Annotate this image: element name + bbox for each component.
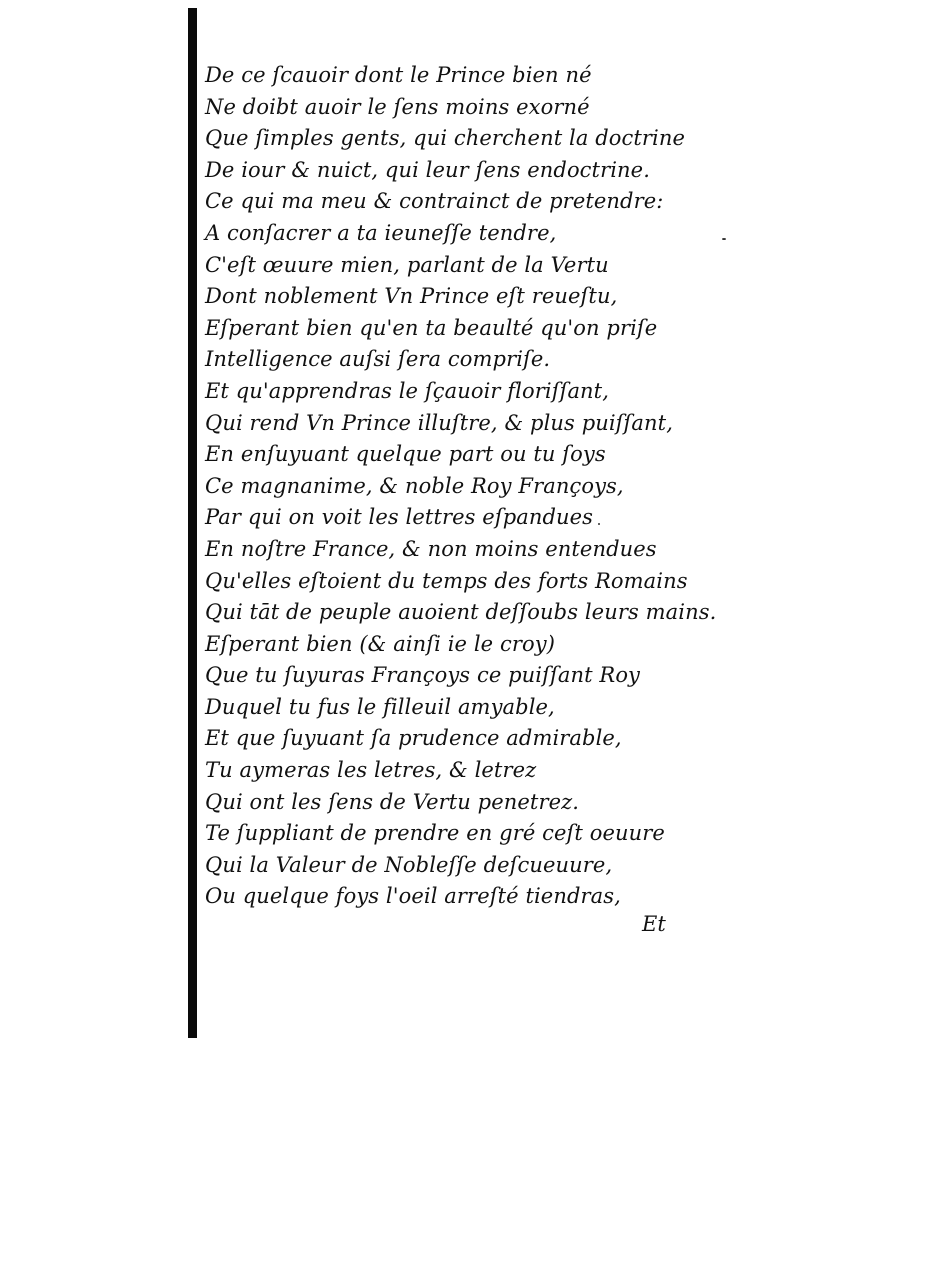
verse-line: Que ſimples gents, qui cherchent la doctrine xyxy=(205,126,686,151)
catchword: Et xyxy=(642,912,666,936)
verse-line: Qui ont les ſens de Vertu penetrez. xyxy=(205,789,580,814)
verse-line: Intelligence auſsi ſera compriſe. xyxy=(205,347,551,372)
verse-line: Ne doibt auoir le ſens moins exorné xyxy=(205,94,590,119)
verse-line: Qu'elles eſtoient du temps des forts Romains xyxy=(205,568,688,593)
ink-speck xyxy=(598,523,600,525)
verse-line: Duquel tu fus le filleuil amyable, xyxy=(205,694,555,719)
verse-line: Ce qui ma meu & contrainct de pretendre: xyxy=(205,189,664,214)
verse-line: Qui rend Vn Prince illuſtre, & plus puiſſant, xyxy=(205,410,673,435)
verse-line: Et que ſuyuant ſa prudence admirable, xyxy=(205,726,622,751)
verse-line: Eſperant bien qu'en ta beaulté qu'on priſe xyxy=(205,315,658,340)
verse-line: En enſuyuant quelque part ou tu ſoys xyxy=(205,442,606,467)
verse-line: Qui tāt de peuple auoient deſſoubs leurs mains. xyxy=(205,600,717,625)
verse-line: C'eſt œuure mien, parlant de la Vertu xyxy=(205,252,609,277)
verse-line: En noſtre France, & non moins entendues xyxy=(205,536,657,561)
verse-line: Par qui on voit les lettres eſpandues xyxy=(205,505,594,530)
ink-speck xyxy=(722,238,726,240)
verse-line: Ce magnanime, & noble Roy Françoys, xyxy=(205,473,624,498)
verse-line: De ce ſcauoir dont le Prince bien né xyxy=(205,63,592,87)
verse-line: Dont noblement Vn Prince eſt reueſtu, xyxy=(205,284,618,309)
verse-line: Et qu'apprendras le ſçauoir floriſſant, xyxy=(205,378,609,403)
verse-line: Eſperant bien (& ainſi ie le croy) xyxy=(205,631,555,656)
verse-line: A conſacrer a ta ieuneſſe tendre, xyxy=(205,220,557,245)
verse-line: Que tu ſuyuras Françoys ce puiſſant Roy xyxy=(205,663,641,688)
verse-line: Ou quelque foys l'oeil arreſté tiendras, xyxy=(205,884,621,909)
verse-text xyxy=(205,60,765,913)
verse-line: Te ſuppliant de prendre en gré ceſt oeuure xyxy=(205,821,665,846)
verse-line: Tu aymeras les letres, & letrez xyxy=(205,758,537,783)
verse-line: De iour & nuict, qui leur ſens endoctrine. xyxy=(205,157,650,182)
binding-edge xyxy=(188,8,197,1038)
verse-line: Qui la Valeur de Nobleſſe deſcueuure, xyxy=(205,852,613,877)
